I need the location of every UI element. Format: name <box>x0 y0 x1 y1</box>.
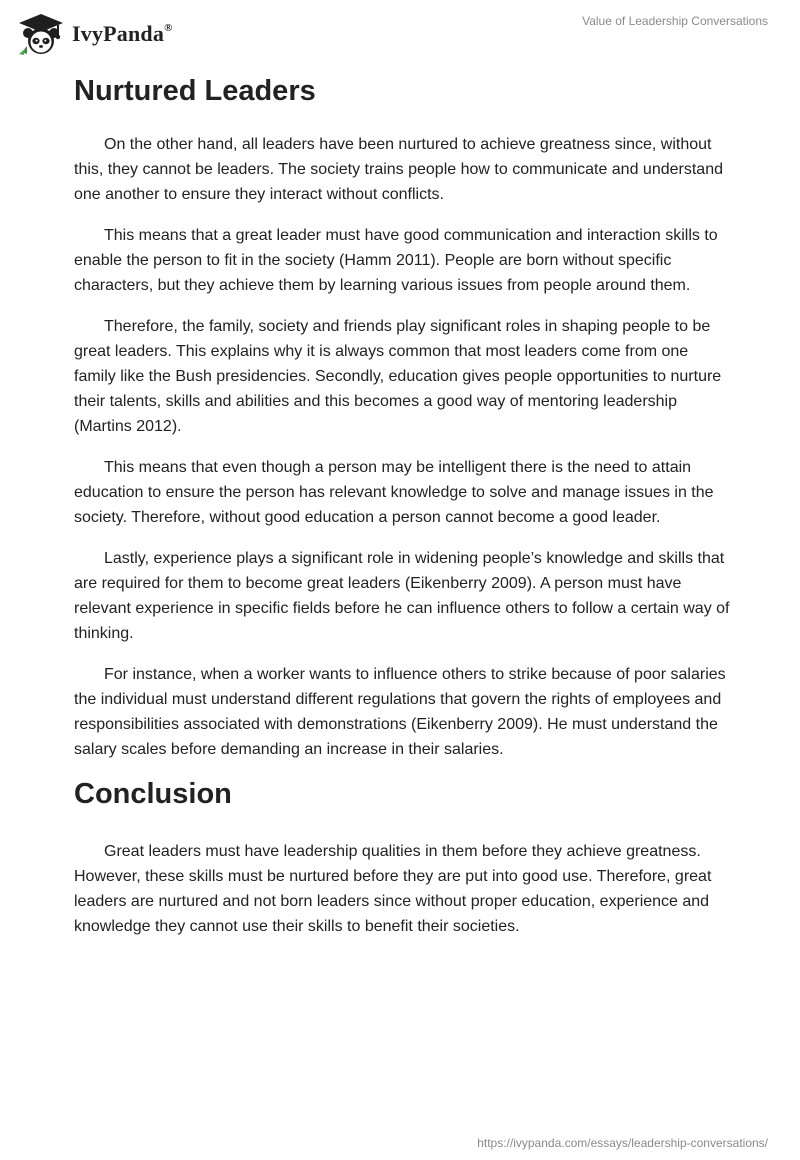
brand-logo[interactable] <box>16 12 173 56</box>
source-url[interactable]: https://ivypanda.com/essays/leadership-conversations/ <box>477 1136 768 1150</box>
paragraph: On the other hand, all leaders have been nurtured to achieve greatness since, without this, they cannot be leaders. The society trains people how to communicate and understand one another to ensure they interact without conflicts. <box>74 136 723 203</box>
paragraph: This means that even though a person may be intelligent there is the need to attain education to ensure the person has relevant knowledge to solve and manage issues in the society. Therefore, without good education a person cannot become a good leader. <box>74 459 714 526</box>
section-nurtured-leaders <box>74 69 734 762</box>
section-heading: Conclusion <box>74 778 232 810</box>
paragraph: Lastly, experience plays a significant role in widening people’s knowledge and skills that are required for them to become great leaders (Eikenberry 2009). A person must have relevant experience in specific fields before he can influence others to follow a certain way of thinking. <box>74 550 730 642</box>
section-conclusion <box>74 772 734 939</box>
section-heading: Nurtured Leaders <box>74 75 316 107</box>
paragraph: This means that a great leader must have good communication and interaction skills to enable the person to fit in the society (Hamm 2011). People are born without specific characters, but they achieve them by learning various issues from people around them. <box>74 227 718 294</box>
running-title: Value of Leadership Conversations <box>582 14 768 28</box>
paragraph: For instance, when a worker wants to influence others to strike because of poor salaries the individual must understand different regulations that govern the rights of employees and responsibilities associated with demonstrations (Eikenberry 2009). He must understand the salary scales before demanding an increase in their salaries. <box>74 666 726 758</box>
paragraph: Therefore, the family, society and friends play significant roles in shaping people to be great leaders. This explains why it is always common that most leaders come from one family like the Bush presidencies. Secondly, education gives people opportunities to nurture their talents, skills and abilities and this becomes a good way of mentoring leadership (Martins 2012). <box>74 318 722 435</box>
panda-graduate-icon <box>16 12 66 56</box>
paragraph: Great leaders must have leadership qualities in them before they achieve greatness. However, these skills must be nurtured before they are put into good use. Therefore, great leaders are nurtured and not born leaders since without proper education, experience and knowledge they cannot use their skills to benefit their societies. <box>74 843 712 935</box>
brand-name: IvyPanda® <box>72 21 173 46</box>
essay-content <box>74 69 734 939</box>
